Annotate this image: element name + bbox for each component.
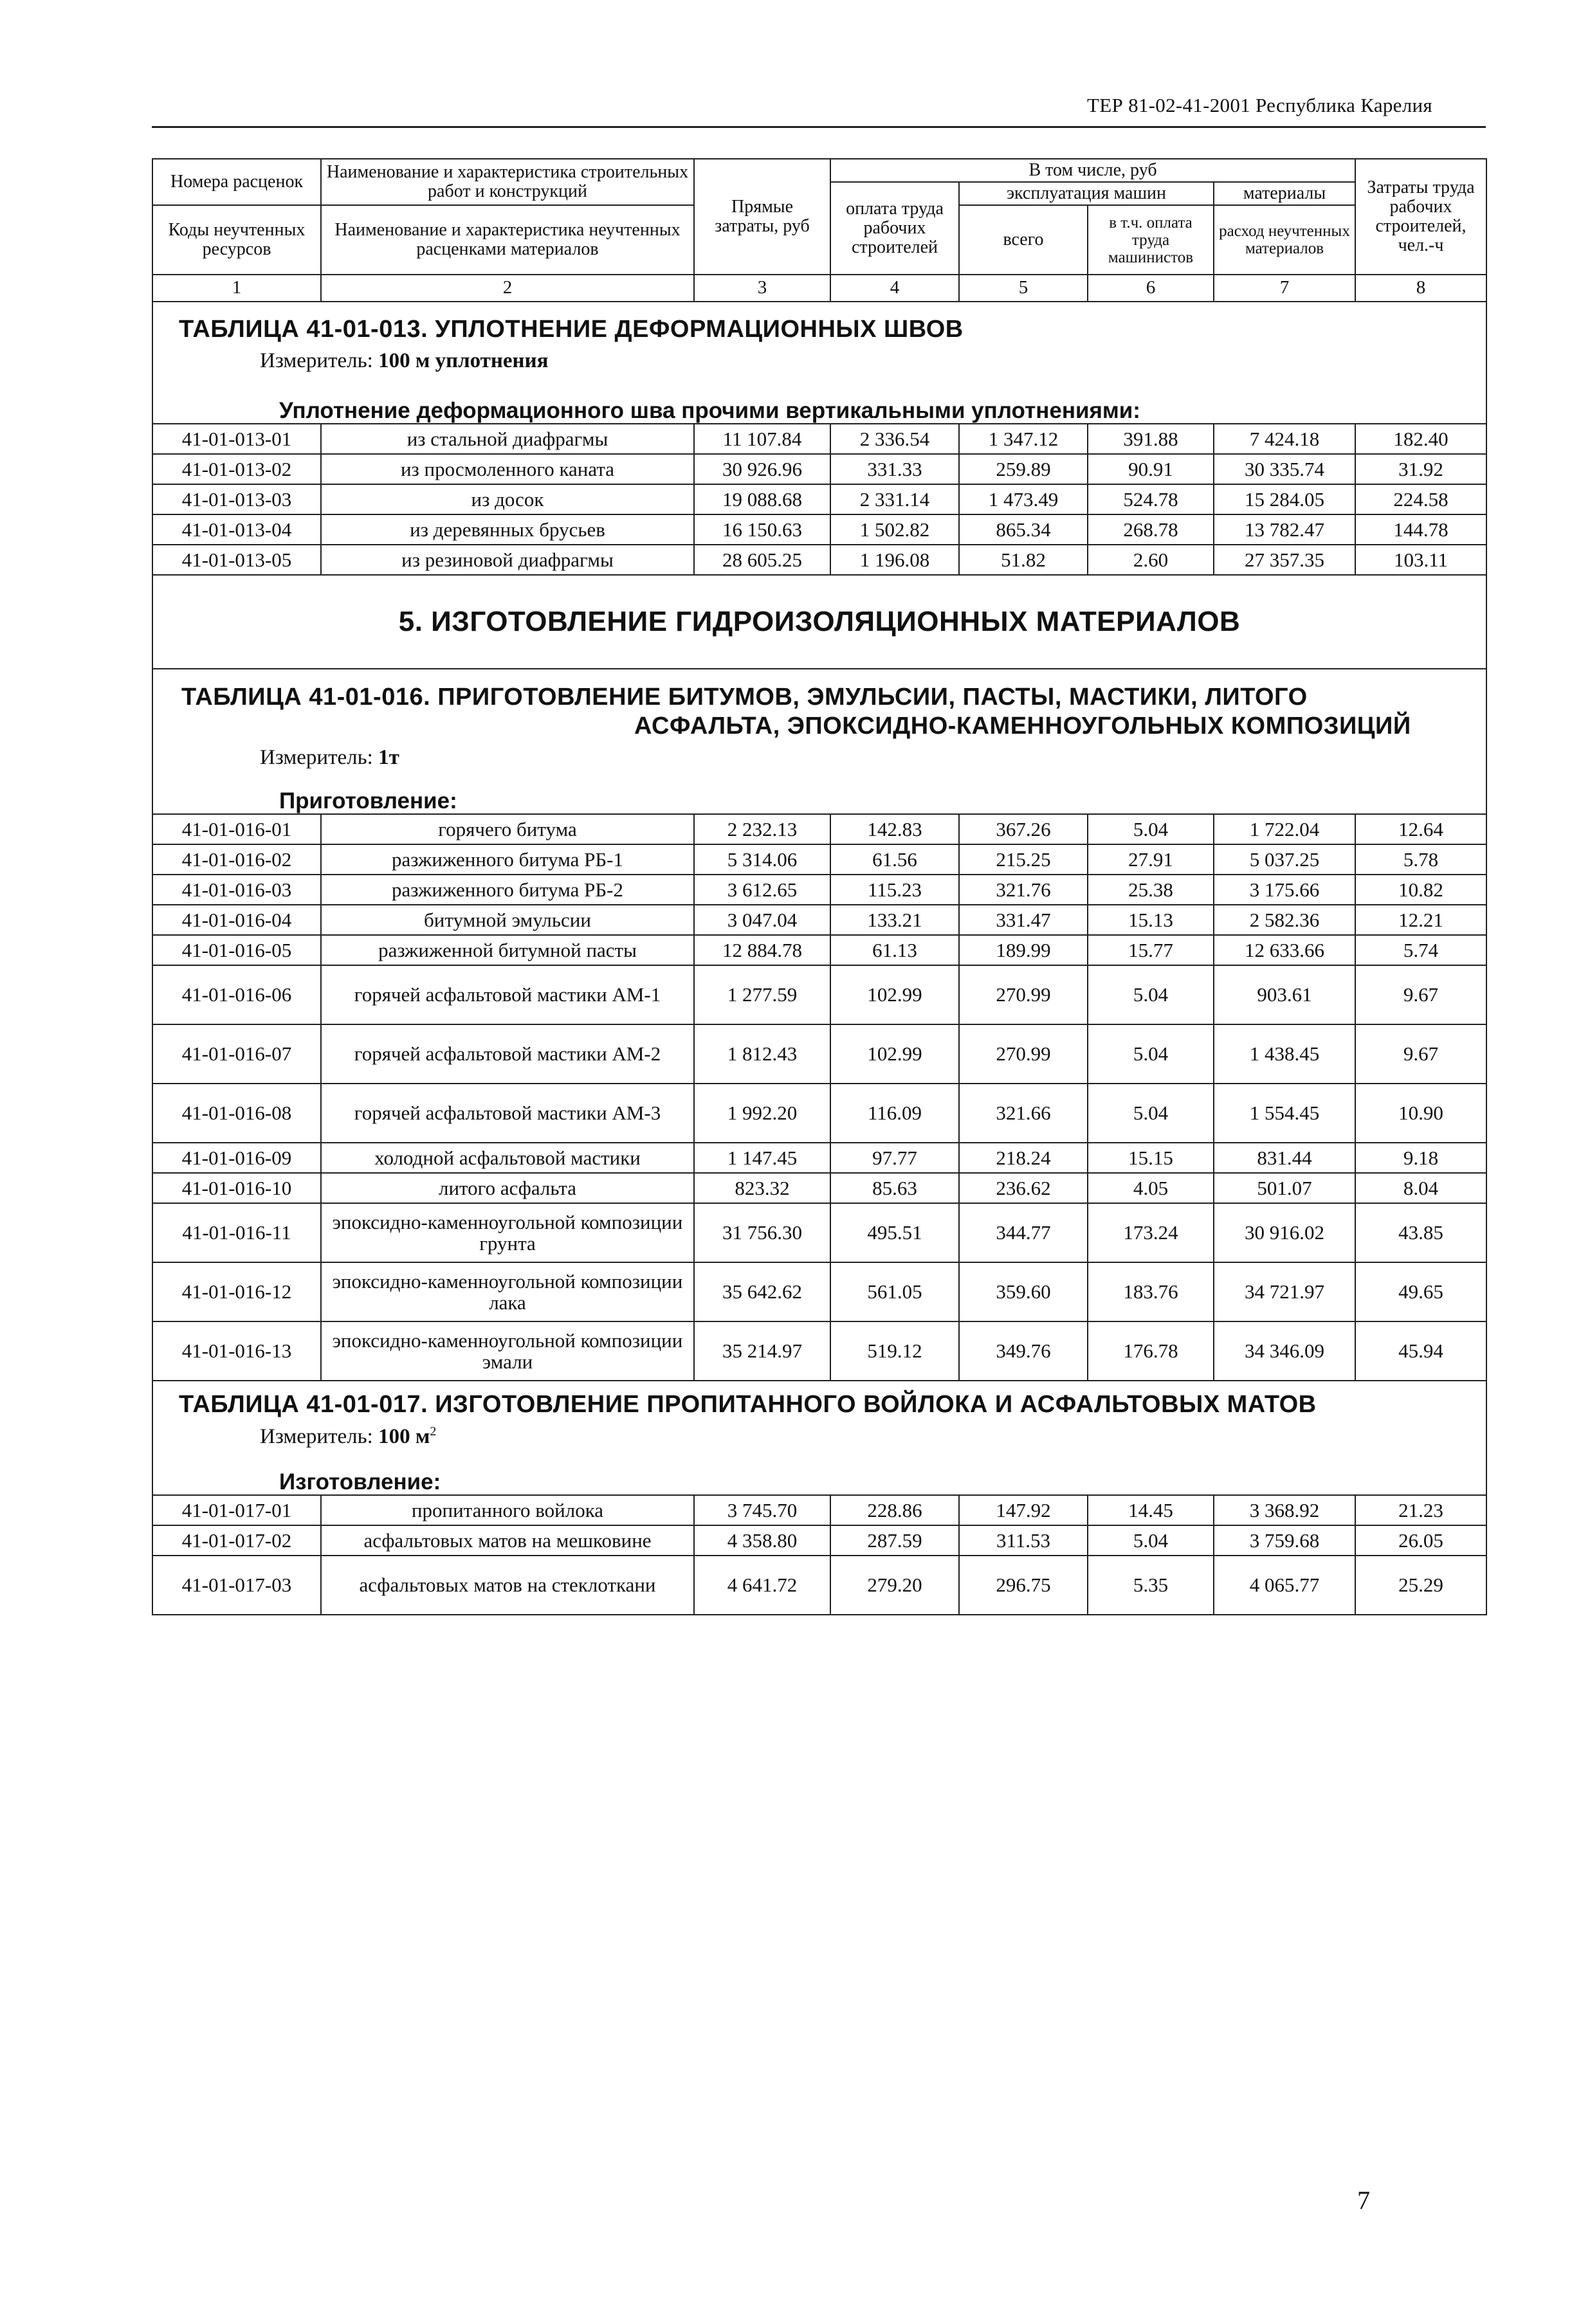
labor-hours: 144.78 (1355, 514, 1486, 545)
column-number: 8 (1355, 275, 1486, 302)
labor-pay: 519.12 (830, 1321, 959, 1381)
labor-pay: 115.23 (830, 875, 959, 905)
labor-hours: 25.29 (1355, 1556, 1486, 1615)
column-numbers-row (152, 275, 1486, 302)
labor-hours: 8.04 (1355, 1173, 1486, 1203)
column-number: 2 (321, 275, 694, 302)
direct-costs: 2 232.13 (694, 814, 830, 844)
labor-pay: 85.63 (830, 1173, 959, 1203)
machines-total: 51.82 (959, 545, 1088, 575)
column-number: 1 (152, 275, 321, 302)
direct-costs: 30 926.96 (694, 454, 830, 484)
materials: 1 438.45 (1214, 1024, 1355, 1084)
table-row (152, 1084, 1486, 1143)
direct-costs: 1 147.45 (694, 1143, 830, 1173)
work-name: разжиженного битума РБ-1 (321, 844, 694, 875)
materials: 1 722.04 (1214, 814, 1355, 844)
labor-pay: 1 196.08 (830, 545, 959, 575)
table-017-subheading: Изготовление: (279, 1469, 441, 1495)
unit-superscript: 2 (430, 1424, 437, 1439)
direct-costs: 4 358.80 (694, 1525, 830, 1556)
table-row (152, 1173, 1486, 1203)
materials: 30 916.02 (1214, 1203, 1355, 1262)
labor-pay: 1 502.82 (830, 514, 959, 545)
rate-code: 41-01-017-01 (152, 1495, 321, 1525)
rate-code: 41-01-017-02 (152, 1525, 321, 1556)
machinist-pay: 173.24 (1088, 1203, 1214, 1262)
direct-costs: 31 756.30 (694, 1203, 830, 1262)
machinist-pay: 15.15 (1088, 1143, 1214, 1173)
table-row (152, 1321, 1486, 1381)
machinist-pay: 524.78 (1088, 484, 1214, 514)
machinist-pay: 14.45 (1088, 1495, 1214, 1525)
labor-pay: 2 331.14 (830, 484, 959, 514)
table-row (152, 844, 1486, 875)
machines-total: 367.26 (959, 814, 1088, 844)
work-name: из просмоленного каната (321, 454, 694, 484)
machines-total: 359.60 (959, 1262, 1088, 1321)
labor-pay: 61.56 (830, 844, 959, 875)
work-name: холодной асфальтовой мастики (321, 1143, 694, 1173)
table-017-unit-line (157, 1425, 1482, 1449)
materials: 3 368.92 (1214, 1495, 1355, 1525)
machinist-pay: 268.78 (1088, 514, 1214, 545)
materials: 34 346.09 (1214, 1321, 1355, 1381)
labor-hours: 9.67 (1355, 1024, 1486, 1084)
col-header-machines-total: всего (959, 205, 1088, 275)
table-016-title-line1: ТАБЛИЦА 41-01-016. ПРИГОТОВЛЕНИЕ БИТУМОВ, ЭМУЛЬСИИ, ПАСТЫ, МАСТИКИ, ЛИТОГО (181, 683, 1308, 711)
direct-costs: 12 884.78 (694, 935, 830, 965)
materials: 13 782.47 (1214, 514, 1355, 545)
machines-total: 189.99 (959, 935, 1088, 965)
table-row (152, 875, 1486, 905)
labor-pay: 61.13 (830, 935, 959, 965)
labor-hours: 5.78 (1355, 844, 1486, 875)
machinist-pay: 5.04 (1088, 1084, 1214, 1143)
rate-code: 41-01-016-04 (152, 905, 321, 935)
labor-hours: 12.21 (1355, 905, 1486, 935)
table-017-subhead (152, 1453, 1486, 1495)
machinist-pay: 15.13 (1088, 905, 1214, 935)
work-name: пропитанного войлока (321, 1495, 694, 1525)
table-row (152, 514, 1486, 545)
table-row (152, 484, 1486, 514)
machinist-pay: 5.04 (1088, 965, 1214, 1024)
rate-code: 41-01-016-03 (152, 875, 321, 905)
col-header-material-consumption: расход неучтенных материалов (1214, 205, 1355, 275)
work-name: литого асфальта (321, 1173, 694, 1203)
machines-total: 218.24 (959, 1143, 1088, 1173)
table-row (152, 1556, 1486, 1615)
work-name: из резиновой диафрагмы (321, 545, 694, 575)
work-name: горячей асфальтовой мастики АМ-2 (321, 1024, 694, 1084)
work-name: эпоксидно-каменноугольной композиции грунта (321, 1203, 694, 1262)
machines-total: 259.89 (959, 454, 1088, 484)
labor-pay: 142.83 (830, 814, 959, 844)
rate-code: 41-01-016-05 (152, 935, 321, 965)
work-name: асфальтовых матов на стеклоткани (321, 1556, 694, 1615)
materials: 4 065.77 (1214, 1556, 1355, 1615)
table-013-heading (152, 302, 1486, 345)
header-rule (152, 126, 1486, 128)
labor-hours: 43.85 (1355, 1203, 1486, 1262)
machinist-pay: 90.91 (1088, 454, 1214, 484)
table-017-title: ТАБЛИЦА 41-01-017. ИЗГОТОВЛЕНИЕ ПРОПИТАННОГО ВОЙЛОКА И АСФАЛЬТОВЫХ МАТОВ (179, 1391, 1317, 1419)
rate-code: 41-01-013-04 (152, 514, 321, 545)
column-number: 6 (1088, 275, 1214, 302)
machinist-pay: 5.04 (1088, 1525, 1214, 1556)
work-name: горячего битума (321, 814, 694, 844)
materials: 27 357.35 (1214, 545, 1355, 575)
labor-hours: 21.23 (1355, 1495, 1486, 1525)
labor-pay: 287.59 (830, 1525, 959, 1556)
work-name: из деревянных брусьев (321, 514, 694, 545)
machines-total: 147.92 (959, 1495, 1088, 1525)
rate-code: 41-01-016-09 (152, 1143, 321, 1173)
col-header-material-name: Наименование и характеристика неучтенных расценками материалов (321, 205, 694, 275)
rate-code: 41-01-016-07 (152, 1024, 321, 1084)
labor-hours: 31.92 (1355, 454, 1486, 484)
machines-total: 270.99 (959, 1024, 1088, 1084)
unit-value: 1т (378, 746, 399, 770)
header-row-1 (152, 159, 1486, 182)
materials: 12 633.66 (1214, 935, 1355, 965)
document-reference: ТЕР 81-02-41-2001 Республика Карелия (1087, 94, 1432, 116)
rate-code: 41-01-013-03 (152, 484, 321, 514)
direct-costs: 35 214.97 (694, 1321, 830, 1381)
labor-pay: 495.51 (830, 1203, 959, 1262)
labor-hours: 10.82 (1355, 875, 1486, 905)
rate-code: 41-01-016-08 (152, 1084, 321, 1143)
labor-hours: 224.58 (1355, 484, 1486, 514)
col-header-work-name: Наименование и характеристика строительных работ и конструкций (321, 159, 694, 205)
table-row (152, 1203, 1486, 1262)
direct-costs: 5 314.06 (694, 844, 830, 875)
col-header-labor-hours: Затраты труда рабочих строителей, чел.-ч (1355, 159, 1486, 275)
labor-hours: 45.94 (1355, 1321, 1486, 1381)
unit-label: Измеритель: (260, 349, 373, 373)
column-number: 7 (1214, 275, 1355, 302)
direct-costs: 3 047.04 (694, 905, 830, 935)
materials: 903.61 (1214, 965, 1355, 1024)
labor-hours: 103.11 (1355, 545, 1486, 575)
table-013-title: ТАБЛИЦА 41-01-013. УПЛОТНЕНИЕ ДЕФОРМАЦИОННЫХ ШВОВ (179, 316, 964, 343)
direct-costs: 3 745.70 (694, 1495, 830, 1525)
machinist-pay: 391.88 (1088, 424, 1214, 454)
rate-code: 41-01-016-13 (152, 1321, 321, 1381)
machines-total: 311.53 (959, 1525, 1088, 1556)
labor-pay: 97.77 (830, 1143, 959, 1173)
materials: 7 424.18 (1214, 424, 1355, 454)
machinist-pay: 176.78 (1088, 1321, 1214, 1381)
work-name: асфальтовых матов на мешковине (321, 1525, 694, 1556)
table-row (152, 1262, 1486, 1321)
col-header-machines: эксплуатация машин (959, 182, 1214, 205)
col-header-in-that-number: В том числе, руб (830, 159, 1355, 182)
machines-total: 270.99 (959, 965, 1088, 1024)
materials: 831.44 (1214, 1143, 1355, 1173)
rate-code: 41-01-017-03 (152, 1556, 321, 1615)
direct-costs: 3 612.65 (694, 875, 830, 905)
machinist-pay: 2.60 (1088, 545, 1214, 575)
machinist-pay: 5.04 (1088, 1024, 1214, 1084)
work-name: эпоксидно-каменноугольной композиции эмали (321, 1321, 694, 1381)
machinist-pay: 4.05 (1088, 1173, 1214, 1203)
col-header-rate-numbers: Номера расценок (152, 159, 321, 205)
machines-total: 1 473.49 (959, 484, 1088, 514)
labor-pay: 561.05 (830, 1262, 959, 1321)
materials: 3 759.68 (1214, 1525, 1355, 1556)
labor-hours: 9.67 (1355, 965, 1486, 1024)
table-016-title-line2: АСФАЛЬТА, ЭПОКСИДНО-КАМЕННОУГОЛЬНЫХ КОМПОЗИЦИЙ (634, 713, 1411, 740)
table-row (152, 1525, 1486, 1556)
direct-costs: 16 150.63 (694, 514, 830, 545)
table-row (152, 545, 1486, 575)
labor-pay: 228.86 (830, 1495, 959, 1525)
labor-pay: 133.21 (830, 905, 959, 935)
table-016-subheading: Приготовление: (279, 788, 457, 814)
rate-code: 41-01-016-10 (152, 1173, 321, 1203)
machinist-pay: 5.04 (1088, 814, 1214, 844)
materials: 501.07 (1214, 1173, 1355, 1203)
work-name: из досок (321, 484, 694, 514)
materials: 30 335.74 (1214, 454, 1355, 484)
materials: 1 554.45 (1214, 1084, 1355, 1143)
col-header-resource-codes: Коды неучтенных ресурсов (152, 205, 321, 275)
labor-pay: 116.09 (830, 1084, 959, 1143)
direct-costs: 1 812.43 (694, 1024, 830, 1084)
table-013-unit-line (157, 350, 1482, 373)
unit-label: Измеритель: (260, 746, 373, 770)
table-016-heading (152, 669, 1486, 741)
materials: 5 037.25 (1214, 844, 1355, 875)
machinist-pay: 183.76 (1088, 1262, 1214, 1321)
machines-total: 344.77 (959, 1203, 1088, 1262)
machines-total: 865.34 (959, 514, 1088, 545)
work-name: эпоксидно-каменноугольной композиции лака (321, 1262, 694, 1321)
table-016-unit (152, 741, 1486, 775)
table-016-unit-line (157, 747, 1482, 770)
machines-total: 1 347.12 (959, 424, 1088, 454)
labor-hours: 49.65 (1355, 1262, 1486, 1321)
col-header-materials: материалы (1214, 182, 1355, 205)
table-row (152, 935, 1486, 965)
labor-pay: 102.99 (830, 965, 959, 1024)
machines-total: 331.47 (959, 905, 1088, 935)
page-number: 7 (1357, 2186, 1370, 2215)
table-row (152, 424, 1486, 454)
direct-costs: 1 992.20 (694, 1084, 830, 1143)
column-number: 4 (830, 275, 959, 302)
direct-costs: 19 088.68 (694, 484, 830, 514)
table-row (152, 1024, 1486, 1084)
rate-code: 41-01-016-06 (152, 965, 321, 1024)
direct-costs: 28 605.25 (694, 545, 830, 575)
table-row (152, 965, 1486, 1024)
machinist-pay: 15.77 (1088, 935, 1214, 965)
table-row (152, 1143, 1486, 1173)
col-header-direct-costs: Прямые затраты, руб (694, 159, 830, 275)
labor-pay: 2 336.54 (830, 424, 959, 454)
machinist-pay: 27.91 (1088, 844, 1214, 875)
machinist-pay: 5.35 (1088, 1556, 1214, 1615)
machines-total: 296.75 (959, 1556, 1088, 1615)
work-name: горячей асфальтовой мастики АМ-1 (321, 965, 694, 1024)
table-013-subheading: Уплотнение деформационного шва прочими вертикальными уплотнениями: (279, 398, 1140, 424)
machines-total: 215.25 (959, 844, 1088, 875)
machines-total: 321.76 (959, 875, 1088, 905)
materials: 3 175.66 (1214, 875, 1355, 905)
direct-costs: 11 107.84 (694, 424, 830, 454)
rate-code: 41-01-016-12 (152, 1262, 321, 1321)
machinist-pay: 25.38 (1088, 875, 1214, 905)
table-row (152, 905, 1486, 935)
materials: 34 721.97 (1214, 1262, 1355, 1321)
table-row (152, 1495, 1486, 1525)
chapter-row (152, 575, 1486, 669)
rate-code: 41-01-016-01 (152, 814, 321, 844)
machines-total: 349.76 (959, 1321, 1088, 1381)
unit-value: 100 м уплотнения (378, 349, 549, 373)
labor-hours: 26.05 (1355, 1525, 1486, 1556)
table-017-heading (152, 1381, 1486, 1420)
labor-hours: 12.64 (1355, 814, 1486, 844)
rate-code: 41-01-013-05 (152, 545, 321, 575)
machines-total: 236.62 (959, 1173, 1088, 1203)
rate-code: 41-01-013-02 (152, 454, 321, 484)
labor-hours: 182.40 (1355, 424, 1486, 454)
work-name: разжиженной битумной пасты (321, 935, 694, 965)
table-017-unit (152, 1420, 1486, 1453)
labor-hours: 10.90 (1355, 1084, 1486, 1143)
work-name: битумной эмульсии (321, 905, 694, 935)
direct-costs: 4 641.72 (694, 1556, 830, 1615)
table-016-subhead (152, 775, 1486, 814)
column-number: 5 (959, 275, 1088, 302)
rate-code: 41-01-016-02 (152, 844, 321, 875)
unit-label: Измеритель: (260, 1424, 373, 1448)
table-013-unit (152, 345, 1486, 378)
rate-code: 41-01-016-11 (152, 1203, 321, 1262)
direct-costs: 35 642.62 (694, 1262, 830, 1321)
work-name: из стальной диафрагмы (321, 424, 694, 454)
col-header-labor-pay: оплата труда рабочих строителей (830, 182, 959, 275)
direct-costs: 823.32 (694, 1173, 830, 1203)
machines-total: 321.66 (959, 1084, 1088, 1143)
labor-pay: 279.20 (830, 1556, 959, 1615)
column-number: 3 (694, 275, 830, 302)
materials: 15 284.05 (1214, 484, 1355, 514)
table-013-subhead (152, 378, 1486, 424)
work-name: горячей асфальтовой мастики АМ-3 (321, 1084, 694, 1143)
price-table (152, 158, 1487, 1615)
table-row (152, 814, 1486, 844)
unit-value: 100 м (378, 1424, 430, 1448)
direct-costs: 1 277.59 (694, 965, 830, 1024)
materials: 2 582.36 (1214, 905, 1355, 935)
col-header-machinist-pay: в т.ч. оплата труда машинистов (1088, 205, 1214, 275)
labor-hours: 9.18 (1355, 1143, 1486, 1173)
labor-pay: 102.99 (830, 1024, 959, 1084)
labor-hours: 5.74 (1355, 935, 1486, 965)
labor-pay: 331.33 (830, 454, 959, 484)
chapter-title: 5. ИЗГОТОВЛЕНИЕ ГИДРОИЗОЛЯЦИОННЫХ МАТЕРИАЛОВ (398, 606, 1241, 638)
table-row (152, 454, 1486, 484)
rate-code: 41-01-013-01 (152, 424, 321, 454)
work-name: разжиженного битума РБ-2 (321, 875, 694, 905)
